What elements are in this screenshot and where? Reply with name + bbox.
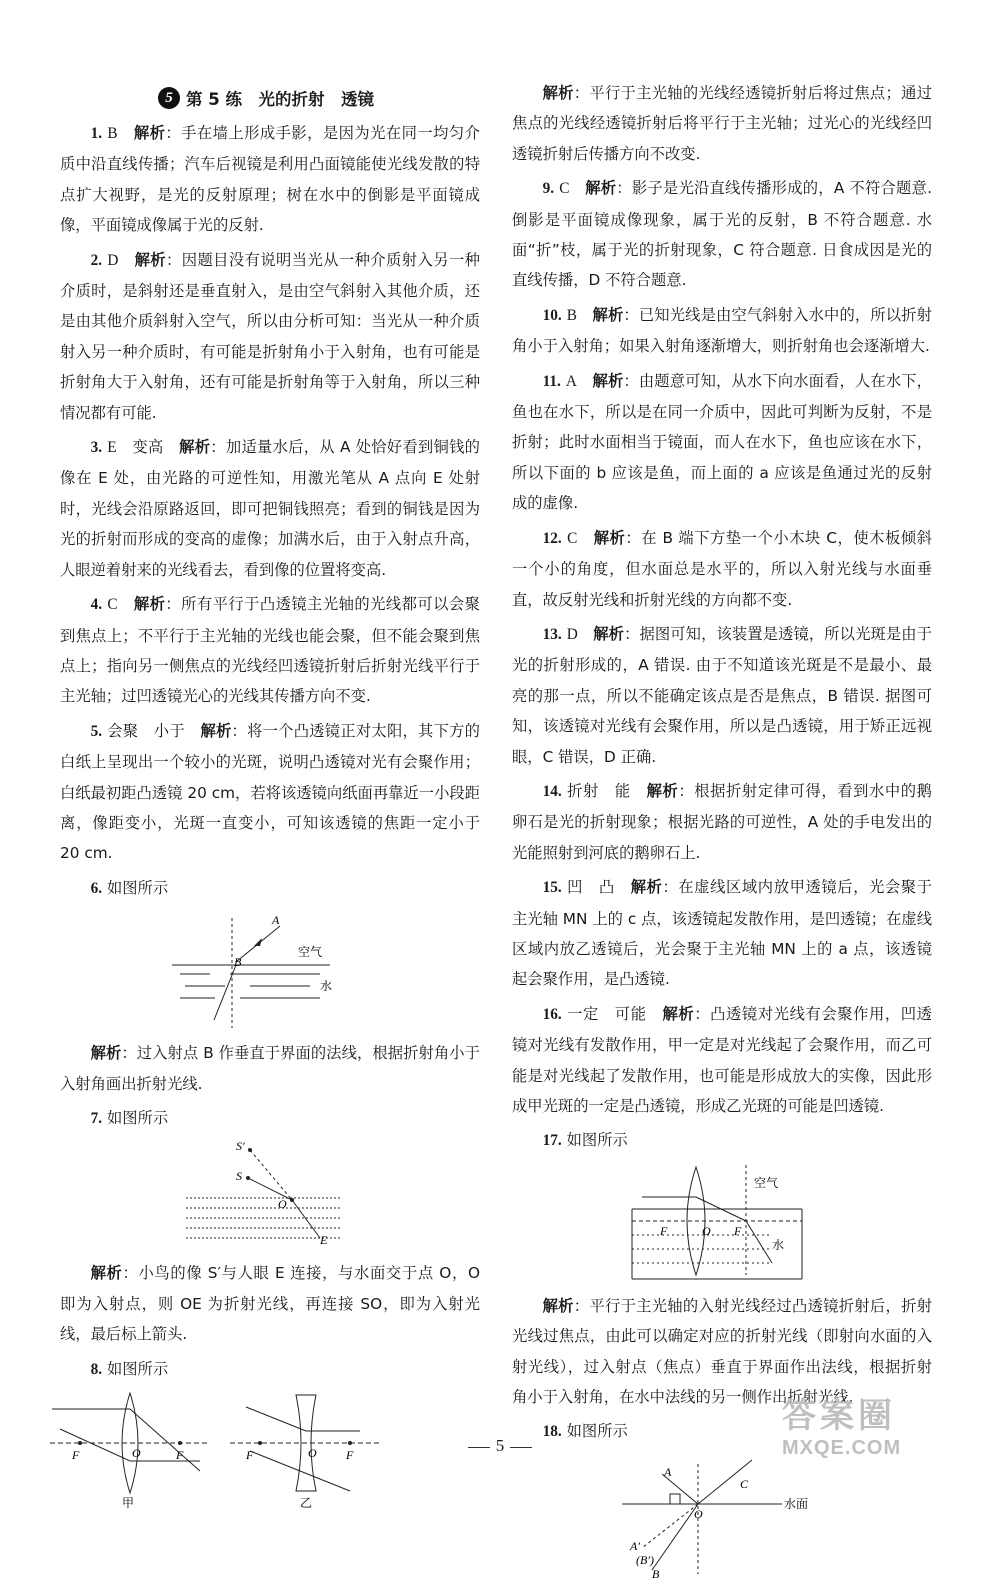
question-number: 10. — [542, 306, 562, 324]
explanation-text: ：过入射点 B 作垂直于界面的法线，根据折射角小于入射角画出折射光线. — [60, 1044, 480, 1093]
watermark-title: 答案圈 — [782, 1396, 896, 1436]
label-o: O — [702, 1223, 711, 1238]
left-column — [60, 118, 480, 1519]
explanation-text: ：加适量水后，从 A 处恰好看到铜钱的像在 E 处，由光路的可逆性知，用激光笔从 A 点向 E 处射时，光线会沿原路返回，即可把铜钱照亮；看到的铜钱是因为光的折射而形成的变高的虚像；加满水后，由于入射点升高，人眼逆着射来的光线看去，看到像的位置将变高. — [60, 438, 480, 579]
section-title — [158, 86, 374, 110]
label-water: 水 — [320, 979, 333, 994]
label-f-right: F — [734, 1223, 742, 1238]
answer-paragraph — [512, 523, 932, 615]
explanation-label: 解析 — [630, 878, 663, 897]
label-a: A — [664, 1464, 672, 1479]
question-number: 17. — [542, 1132, 562, 1150]
explanation-label: 解析 — [593, 528, 626, 547]
explanation-label: 解析 — [542, 1296, 574, 1315]
question-number: 12. — [542, 529, 562, 547]
label-water: 水 — [772, 1237, 785, 1252]
explanation-label: 解析 — [646, 781, 679, 800]
answer-choice: 凹 凸 — [567, 879, 615, 897]
answer-choice: C — [107, 596, 118, 614]
explanation-text: 如图所示 — [106, 1359, 169, 1378]
question-number: 7. — [90, 1109, 103, 1127]
label-yi: 乙 — [300, 1496, 313, 1510]
explanation-text: ：在虚线区域内放甲透镜后，光会聚于主光轴 MN 上的 c 点，该透镜起发散作用，是凹透镜；在虚线区域内放乙透镜后，光会聚于主光轴 MN 上的 a 点，该透镜起会聚作用，是凸透镜. — [512, 878, 932, 989]
answer-paragraph — [60, 1354, 480, 1385]
explanation-text: 如图所示 — [106, 1108, 169, 1127]
explanation-text: ：凸透镜对光线有会聚作用，凹透镜对光线有发散作用，甲一定是对光线起了会聚作用，而乙可能是对光线起了发散作用，也可能是形成放大的实像，因此形成甲光斑的一定是凸透镜，形成乙光斑的可能是凹透镜. — [512, 1004, 932, 1115]
label-b: B — [652, 1566, 660, 1581]
answer-paragraph — [512, 300, 932, 362]
incident-arrow — [254, 938, 262, 946]
label-f-left-yi: F — [246, 1448, 254, 1462]
explanation-label: 解析 — [179, 438, 211, 457]
answer-paragraph — [512, 366, 932, 519]
label-a-prime: A′ — [630, 1538, 640, 1553]
figure-7-bird-image — [180, 1140, 360, 1250]
explanation-label: 解析 — [200, 721, 232, 740]
answer-paragraph — [512, 999, 932, 1122]
answer-choice: 折射 能 — [567, 782, 631, 800]
refracted-ray — [292, 1200, 320, 1238]
explanation-label: 解析 — [542, 84, 574, 102]
question-number: 6. — [90, 879, 103, 897]
question-number: 4. — [90, 596, 103, 614]
question-number: 18. — [542, 1423, 562, 1441]
label-b-prime: (B′) — [636, 1552, 654, 1567]
watermark-logo — [782, 1388, 982, 1458]
explanation-text: ：已知光线是由空气斜射入水中的，所以折射角小于入射角；如果入射角逐渐增大，则折射角也会逐渐增大. — [512, 305, 932, 356]
explanation-text: 如图所示 — [106, 878, 169, 897]
label-o: O — [694, 1506, 703, 1521]
explanation-text: ：将一个凸透镜正对太阳，其下方的白纸上呈现出一个较小的光斑，说明凸透镜对光有会聚作用；白纸最初距凸透镜 20 cm，若将该透镜向纸面再靠近一小段距离，像距变小，光斑一直变小，可知该透镜的焦距一定小于 20 cm. — [60, 721, 480, 863]
explanation-label: 解析 — [133, 124, 166, 142]
answer-choice: 会聚 小于 — [107, 722, 185, 740]
explanation-label: 解析 — [662, 1004, 695, 1023]
explanation-text: ：手在墙上形成手影，是因为光在同一均匀介质中沿直线传播；汽车后视镜是利用凸面镜能使光线发散的特点扩大视野，是光的反射原理；树在水中的倒影是平面镜成像，平面镜成像属于光的反射. — [60, 124, 480, 235]
answer-paragraph — [512, 776, 932, 868]
question-number: 11. — [542, 372, 561, 390]
refracted-ray — [214, 965, 236, 1020]
section-badge: 5 — [158, 87, 180, 109]
answer-paragraph — [60, 589, 480, 712]
answer-choice: A — [565, 372, 577, 390]
explanation-label: 解析 — [90, 1264, 123, 1283]
virtual-ray — [250, 1150, 292, 1200]
explanation-label: 解析 — [133, 595, 166, 614]
label-c: C — [740, 1476, 749, 1491]
explanation-label: 解析 — [585, 179, 617, 198]
explanation-text: ：在 B 端下方垫一个小木块 C，使木板倾斜一个小的角度，但水面总是水平的，所以入射光线与水面垂直，故反射光线和折射光线的方向都不变. — [512, 528, 932, 609]
explanation-text: ：小鸟的像 S′与人眼 E 连接，与水面交于点 O，O 即为入射点，则 OE 为折射光线，再连接 SO，即为入射光线，最后标上箭头. — [60, 1264, 480, 1344]
question-number: 5. — [90, 722, 103, 740]
explanation-text: ：由题意可知，从水下向水面看，人在水下，鱼也在水下，所以是在同一介质中，因此可判断为反射，不是折射；此时水面相当于镜面，而人在水下，鱼也应该在水下，所以下面的 b 应该是鱼，而上面的 a 应该是鱼通过光的反射成的虚像. — [512, 371, 932, 513]
page-number: 5 — [495, 1436, 505, 1455]
explanation-text: 如图所示 — [566, 1131, 628, 1150]
question-number: 14. — [542, 782, 562, 800]
label-f-left: F — [660, 1223, 668, 1238]
answer-paragraph — [512, 619, 932, 772]
label-s: S — [236, 1169, 242, 1184]
answer-choice: B — [107, 125, 118, 142]
watermark-url: MXQE.COM — [782, 1437, 902, 1459]
question-number: 15. — [542, 879, 562, 897]
label-b: B — [234, 955, 242, 970]
label-water-surface: 水面 — [784, 1496, 809, 1511]
figure-17-lens-water — [622, 1163, 822, 1283]
question-number: 3. — [90, 439, 103, 457]
answer-choice: 一定 可能 — [567, 1005, 647, 1023]
explanation-text: ：据图可知，该装置是透镜，所以光斑是由于光的折射形成的，A 错误. 由于不知道该光斑是不是最小、最亮的那一点，所以不能确定该点是否是焦点，B 错误. 据图可知，该透镜对光线有会聚作用，所以是凸透镜，用于矫正远视眼，C 错误，D 正确. — [512, 624, 932, 766]
right-column — [512, 78, 932, 1588]
question-number: 1. — [90, 125, 103, 142]
answer-paragraph — [60, 716, 480, 869]
explanation-label: 解析 — [592, 371, 624, 390]
explanation-label: 解析 — [593, 624, 625, 643]
answer-paragraph — [60, 118, 480, 241]
answer-choice: E 变高 — [107, 439, 164, 457]
answer-paragraph — [512, 872, 932, 995]
answer-choice: B — [566, 306, 577, 324]
figure-6-refraction — [170, 910, 370, 1030]
answer-paragraph — [60, 432, 480, 585]
answer-paragraph — [512, 173, 932, 296]
explanation-text: ：平行于主光轴的入射光线经过凸透镜折射后，折射光线过焦点，由此可以确定对应的折射光线（即射向水面的入射光线），过入射点（焦点）垂直于界面作出法线，根据折射角小于入射角，在水中法线的另一侧作出折射光线. — [512, 1296, 932, 1407]
question-number: 13. — [542, 625, 562, 643]
question-number: 9. — [542, 180, 555, 198]
answer-paragraph — [60, 1038, 480, 1099]
label-jia: 甲 — [122, 1496, 135, 1510]
label-air: 空气 — [754, 1175, 779, 1190]
explanation-text: ：影子是光沿直线传播形成的，A 不符合题意. 倒影是平面镜成像现象，属于光的反射，B 不符合题意. 水面“折”枝，属于光的折射现象，C 符合题意. 日食成因是光的直线传播，D 不符合题意. — [512, 179, 932, 290]
label-o-yi: O — [308, 1446, 317, 1460]
label-f-left: F — [72, 1448, 80, 1462]
answer-choice: C — [567, 529, 578, 547]
figure-18-reflection — [612, 1454, 832, 1580]
answer-choice: D — [107, 251, 119, 269]
answer-paragraph — [60, 873, 480, 904]
explanation-text: ：所有平行于凸透镜主光轴的光线都可以会聚到焦点上；不平行于主光轴的光线也能会聚，但不能会聚到焦点上；指向另一侧焦点的光线经凹透镜折射后折射光线平行于主光轴；过凹透镜光心的光线其传播方向不变. — [60, 595, 480, 706]
answer-paragraph — [512, 1125, 932, 1156]
label-s-prime: S′ — [236, 1139, 245, 1154]
answer-paragraph — [60, 245, 480, 428]
question-number: 16. — [542, 1005, 562, 1023]
answer-paragraph — [60, 1103, 480, 1134]
answer-paragraph — [60, 1258, 480, 1349]
label-a: A — [272, 913, 280, 928]
question-number: 8. — [90, 1360, 103, 1378]
label-o-jia: O — [132, 1446, 141, 1460]
explanation-label: 解析 — [134, 250, 167, 269]
label-e: E — [320, 1233, 328, 1248]
label-o: O — [278, 1197, 287, 1212]
section-title-text: 第 5 练 光的折射 透镜 — [186, 90, 374, 109]
answer-paragraph — [512, 78, 932, 169]
explanation-text: 如图所示 — [566, 1422, 628, 1441]
explanation-text: ：平行于主光轴的光线经透镜折射后将过焦点；通过焦点的光线经透镜折射后将平行于主光轴；过光心的光线经凹透镜折射后传播方向不改变. — [512, 84, 932, 163]
explanation-label: 解析 — [90, 1044, 122, 1063]
explanation-text: ：根据折射定律可得，看到水中的鹅卵石是光的折射现象；根据光路的可逆性，A 处的手电发出的光能照射到河底的鹅卵石上. — [512, 781, 932, 862]
explanation-text: ：因题目没有说明当光从一种介质射入另一种介质时，是斜射还是垂直射入，是由空气斜射入其他介质，还是由其他介质斜射入空气，所以由分析可知：当光从一种介质射入另一种介质时，有可能是折射角小于入射角，也有可能是折射角大于入射角，还有可能是折射角等于入射角，所以三种情况都有可能. — [60, 250, 480, 422]
question-number: 2. — [90, 251, 103, 269]
label-air: 空气 — [298, 945, 323, 960]
label-f-right-yi: F — [346, 1448, 354, 1462]
label-f-right: F — [176, 1448, 184, 1462]
answer-choice: C — [559, 180, 570, 198]
answer-choice: D — [566, 625, 578, 643]
explanation-label: 解析 — [592, 305, 624, 324]
